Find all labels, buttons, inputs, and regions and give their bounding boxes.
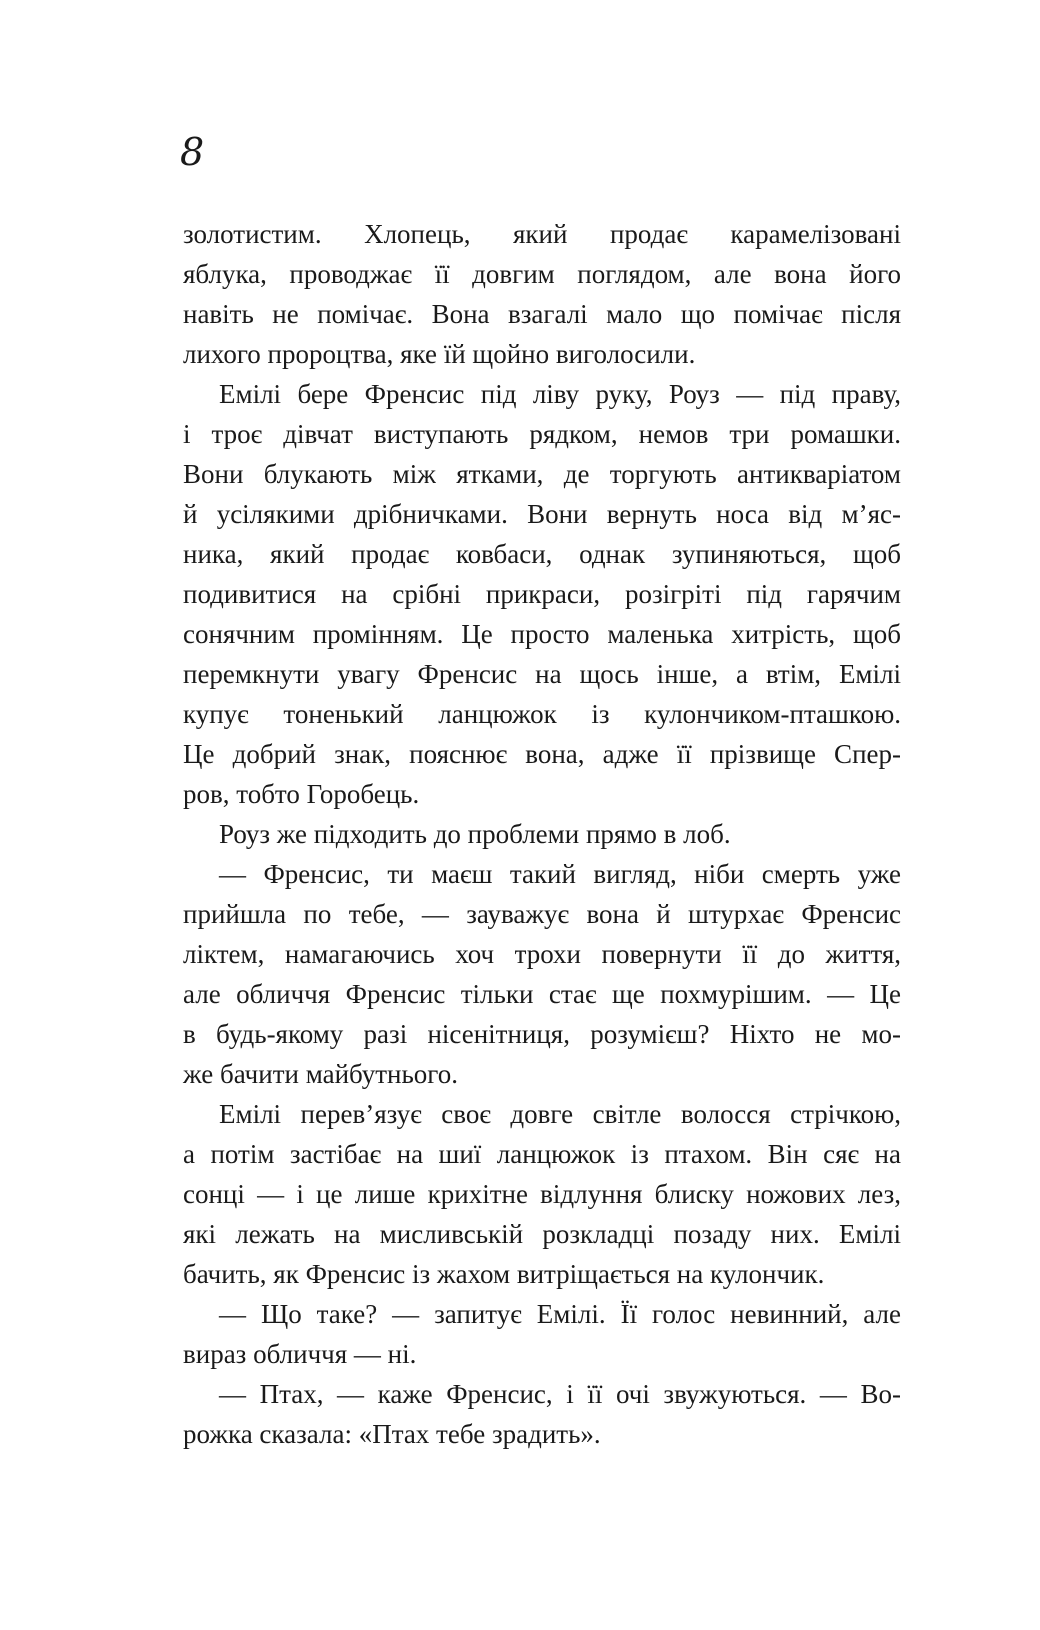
text-line: прийшла по тебе, — зауважує вона й штурхає Френсис — [183, 899, 901, 929]
text-line: але обличчя Френсис тільки стає ще похмурішим. — Це — [183, 979, 901, 1009]
text-line: вираз обличчя — ні. — [183, 1339, 417, 1369]
paragraph — [183, 1294, 901, 1374]
text-line: рожка сказала: «Птах тебе зрадить». — [183, 1419, 601, 1449]
paragraph — [183, 854, 901, 1094]
text-line: бачить, як Френсис із жахом витріщається на кулончик. — [183, 1259, 825, 1289]
text-line: Емілі перев’язує своє довге світле волосся стрічкою, — [219, 1099, 901, 1129]
text-line: яблука, проводжає її довгим поглядом, але вона його — [183, 259, 901, 289]
paragraph — [183, 214, 901, 374]
paragraph — [183, 374, 901, 814]
text-line: — Що таке? — запитує Емілі. Її голос невинний, але — [219, 1299, 901, 1329]
text-line: в будь-якому разі нісенітниця, розумієш? Ніхто не мо- — [183, 1019, 901, 1049]
text-line: які лежать на мисливській розкладці позаду них. Емілі — [183, 1219, 901, 1249]
paragraph — [183, 1374, 901, 1454]
text-line: ров, тобто Горобець. — [183, 779, 420, 809]
text-line: й усілякими дрібничками. Вони вернуть носа від м’яс- — [183, 499, 901, 529]
text-line: перемкнути увагу Френсис на щось інше, а втім, Емілі — [183, 659, 901, 689]
text-line: — Френсис, ти маєш такий вигляд, ніби смерть уже — [219, 859, 901, 889]
text-line: а потім застібає на шиї ланцюжок із птахом. Він сяє на — [183, 1139, 901, 1169]
text-line: Емілі бере Френсис під ліву руку, Роуз — під праву, — [219, 379, 901, 409]
paragraph — [183, 1094, 901, 1294]
text-line: ника, який продає ковбаси, однак зупиняються, щоб — [183, 539, 901, 569]
text-line: — Птах, — каже Френсис, і її очі звужуються. — Во- — [219, 1379, 901, 1409]
text-line: же бачити майбутнього. — [183, 1059, 458, 1089]
text-line: і троє дівчат виступають рядком, немов три ромашки. — [183, 419, 901, 449]
text-line: Роуз же підходить до проблеми прямо в лоб. — [219, 819, 731, 849]
text-line: Це добрий знак, пояснює вона, адже її прізвище Спер- — [183, 739, 901, 769]
page-number: 8 — [180, 130, 205, 174]
text-line: купує тоненький ланцюжок із кулончиком-пташкою. — [183, 699, 901, 729]
text-line: подивитися на срібні прикраси, розігріті під гарячим — [183, 579, 901, 609]
text-line: сонці — і це лише крихітне відлуння блиску ножових лез, — [183, 1179, 901, 1209]
paragraph — [183, 814, 901, 854]
text-line: ліктем, намагаючись хоч трохи повернути її до життя, — [183, 939, 901, 969]
text-line: навіть не помічає. Вона взагалі мало що помічає після — [183, 299, 901, 329]
text-line: Вони блукають між ятками, де торгують антикваріатом — [183, 459, 901, 489]
text-line: сонячним промінням. Це просто маленька хитрість, щоб — [183, 619, 901, 649]
body-text — [183, 214, 901, 1454]
text-line: золотистим. Хлопець, який продає карамелізовані — [183, 219, 901, 249]
text-line: лихого пророцтва, яке їй щойно виголосили. — [183, 339, 696, 369]
